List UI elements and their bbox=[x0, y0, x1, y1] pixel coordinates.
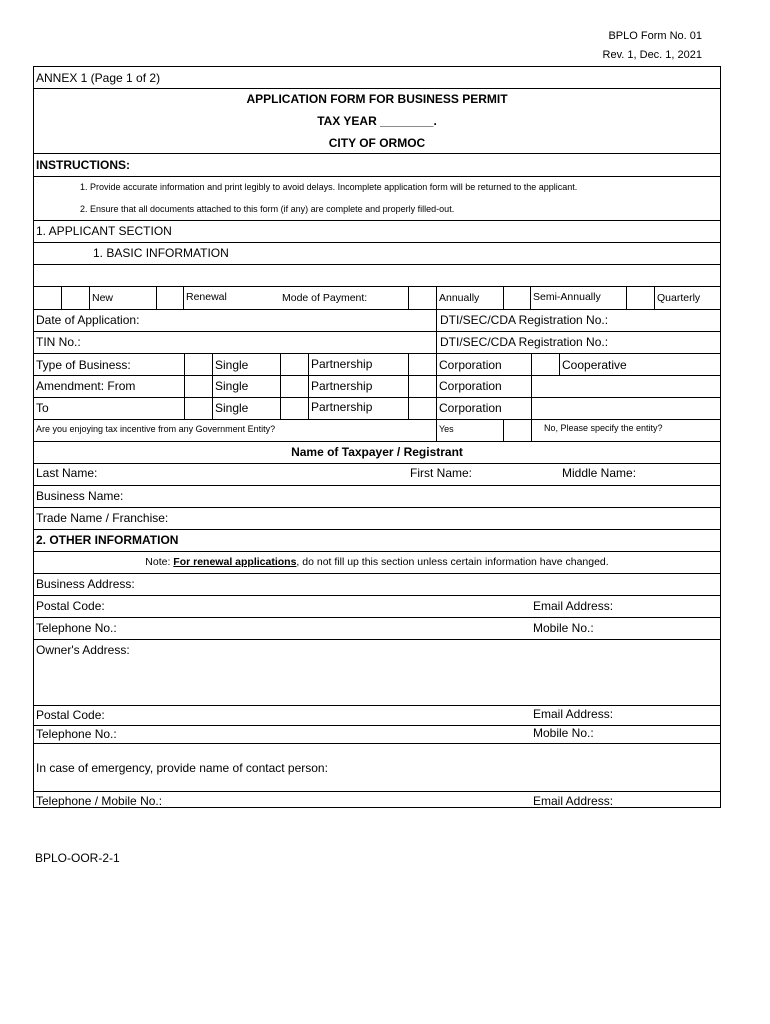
form-metadata bbox=[603, 27, 702, 65]
amendment-from-partnership[interactable]: Partnership bbox=[311, 379, 373, 393]
option-semi-annually[interactable]: Semi-Annually bbox=[533, 291, 601, 303]
option-corporation[interactable]: Corporation bbox=[439, 358, 502, 372]
amendment-from-corporation[interactable]: Corporation bbox=[439, 379, 502, 393]
business-name-field[interactable]: Business Name: bbox=[36, 489, 124, 503]
last-name-field[interactable]: Last Name: bbox=[36, 466, 98, 480]
option-no-specify[interactable]: No, Please specify the entity? bbox=[544, 423, 663, 433]
option-quarterly[interactable]: Quarterly bbox=[657, 292, 701, 304]
amendment-to-corporation[interactable]: Corporation bbox=[439, 401, 502, 415]
business-telephone-field[interactable]: Telephone No.: bbox=[36, 621, 117, 635]
business-permit-form bbox=[33, 66, 721, 808]
option-yes[interactable]: Yes bbox=[439, 424, 454, 434]
applicant-section-heading: 1. APPLICANT SECTION bbox=[36, 224, 172, 238]
middle-name-field[interactable]: Middle Name: bbox=[562, 466, 637, 480]
option-cooperative[interactable]: Cooperative bbox=[562, 358, 627, 372]
tin-field[interactable]: TIN No.: bbox=[36, 335, 81, 349]
instructions-heading: INSTRUCTIONS: bbox=[36, 158, 130, 172]
city-name: CITY OF ORMOC bbox=[328, 136, 426, 150]
owner-postal-code-field[interactable]: Postal Code: bbox=[36, 708, 105, 722]
option-annually[interactable]: Annually bbox=[439, 292, 480, 304]
owner-email-field[interactable]: Email Address: bbox=[533, 707, 614, 721]
owner-mobile-field[interactable]: Mobile No.: bbox=[533, 726, 594, 740]
first-name-field[interactable]: First Name: bbox=[410, 466, 473, 480]
amendment-from-label: Amendment: From bbox=[36, 379, 136, 393]
emergency-email-field[interactable]: Email Address: bbox=[533, 794, 614, 808]
amendment-from-single[interactable]: Single bbox=[215, 379, 249, 393]
tax-year[interactable]: TAX YEAR ________. bbox=[317, 114, 437, 128]
owners-address-field[interactable]: Owner's Address: bbox=[36, 643, 130, 657]
dti-registration-field-1[interactable]: DTI/SEC/CDA Registration No.: bbox=[440, 313, 609, 327]
mode-of-payment-label: Mode of Payment: bbox=[282, 292, 368, 304]
option-renewal[interactable]: Renewal bbox=[186, 291, 227, 303]
business-email-field[interactable]: Email Address: bbox=[533, 599, 614, 613]
form-title: APPLICATION FORM FOR BUSINESS PERMIT bbox=[246, 92, 508, 106]
option-new[interactable]: New bbox=[92, 292, 114, 304]
emergency-contact-field[interactable]: In case of emergency, provide name of contact person: bbox=[36, 761, 328, 775]
business-mobile-field[interactable]: Mobile No.: bbox=[533, 621, 594, 635]
business-address-field[interactable]: Business Address: bbox=[36, 577, 135, 591]
amendment-to-label: To bbox=[36, 401, 49, 415]
amendment-to-partnership[interactable]: Partnership bbox=[311, 400, 373, 414]
amendment-to-single[interactable]: Single bbox=[215, 401, 249, 415]
form-revision: Rev. 1, Dec. 1, 2021 bbox=[602, 49, 702, 61]
business-postal-code-field[interactable]: Postal Code: bbox=[36, 599, 105, 613]
dti-registration-field-2[interactable]: DTI/SEC/CDA Registration No.: bbox=[440, 335, 609, 349]
option-partnership[interactable]: Partnership bbox=[311, 357, 373, 371]
footer-code: BPLO-OOR-2-1 bbox=[35, 851, 120, 865]
tax-incentive-question: Are you enjoying tax incentive from any Government Entity? bbox=[36, 424, 276, 434]
owner-telephone-field[interactable]: Telephone No.: bbox=[36, 727, 117, 741]
taxpayer-heading: Name of Taxpayer / Registrant bbox=[291, 445, 463, 459]
date-of-application-field[interactable]: Date of Application: bbox=[36, 313, 140, 327]
basic-information-heading: 1. BASIC INFORMATION bbox=[93, 246, 229, 260]
other-information-heading: 2. OTHER INFORMATION bbox=[36, 533, 179, 547]
instruction-item-1: 1. Provide accurate information and print legibly to avoid delays. Incomplete application form will be returned to the applicant. bbox=[80, 182, 578, 192]
form-number: BPLO Form No. 01 bbox=[608, 30, 702, 42]
trade-name-field[interactable]: Trade Name / Franchise: bbox=[36, 511, 169, 525]
instruction-item-2: 2. Ensure that all documents attached to this form (if any) are complete and properly filled-out. bbox=[80, 204, 455, 214]
renewal-note: Note: For renewal applications, do not fill up this section unless certain information have changed. bbox=[145, 556, 609, 568]
option-single[interactable]: Single bbox=[215, 358, 249, 372]
type-of-business-label: Type of Business: bbox=[36, 358, 131, 372]
emergency-phone-field[interactable]: Telephone / Mobile No.: bbox=[36, 794, 163, 808]
annex-label: ANNEX 1 (Page 1 of 2) bbox=[36, 71, 161, 85]
